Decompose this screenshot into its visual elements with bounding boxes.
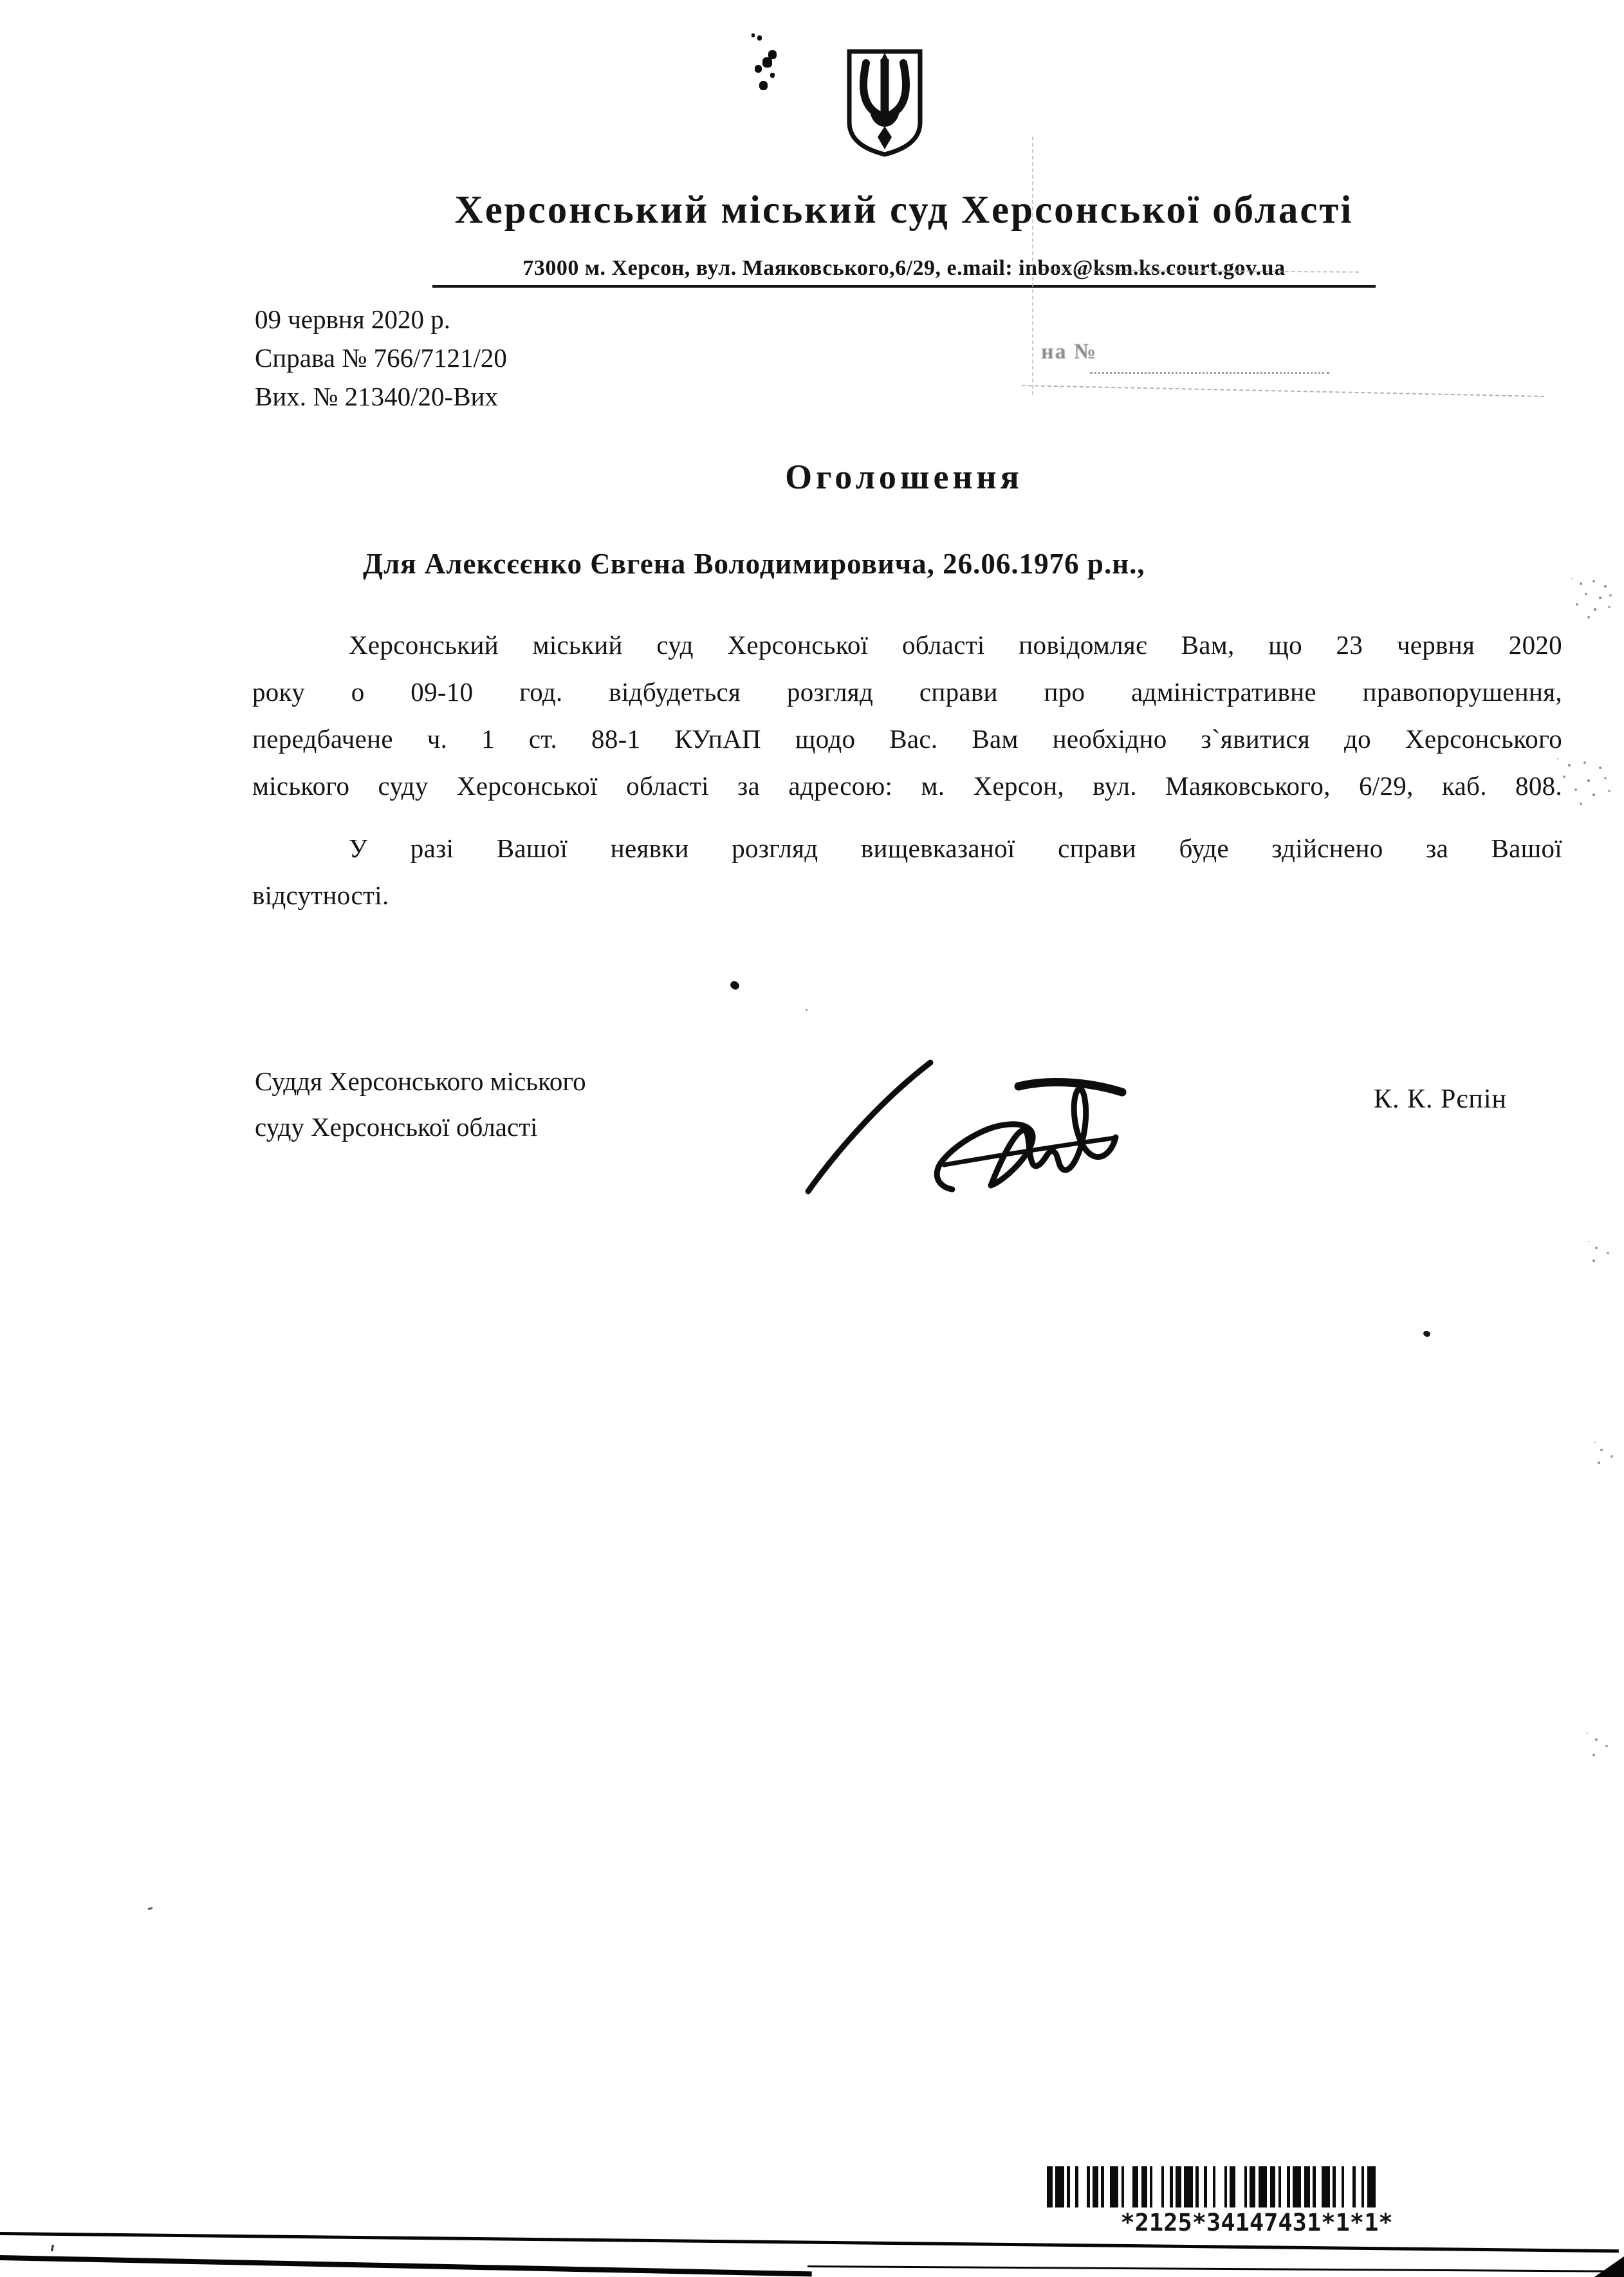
- body-line: У разі Вашої неявки розгляд вищевказаної справи буде здійснено за Вашої: [349, 833, 1562, 863]
- scan-noise-artifact: [1594, 1442, 1596, 1443]
- ink-tick-artifact: [51, 2245, 54, 2251]
- ink-tick-artifact: [148, 1907, 153, 1910]
- barcode-bars: [1047, 2166, 1466, 2207]
- body-line: міського суду Херсонської області за адресою: м. Херсон, вул. Маяковського, 6/29, каб. 808.: [252, 771, 1562, 801]
- body-line: передбачене ч. 1 ст. 88-1 КУпАП щодо Вас. Вам необхідно з`явитися до Херсонського: [252, 724, 1562, 754]
- body-paragraph-1: [252, 622, 1562, 810]
- addressee-line: Для Алексєєнко Євгена Володимировича, 26.06.1976 р.н.,: [363, 548, 1145, 580]
- scan-edge-line: [0, 2255, 812, 2276]
- ink-dot-artifact: [1423, 1330, 1431, 1337]
- judge-title: [255, 1059, 586, 1150]
- code39-barcode-icon: [1047, 2166, 1466, 2207]
- stamp-fill-in-line: [1090, 372, 1329, 374]
- scan-noise-artifact: [1557, 758, 1558, 759]
- ink-smudge-artifact: [752, 33, 755, 37]
- court-address: 73000 м. Херсон, вул. Маяковського,6/29, e.mail: inbox@ksm.ks.court.gov.ua: [432, 256, 1376, 288]
- stamp-bottom-border: [1022, 385, 1544, 397]
- stamp-left-border: [1032, 136, 1033, 395]
- handwritten-signature-icon: [790, 990, 1152, 1204]
- judge-title-line: Суддя Херсонського міського: [255, 1066, 586, 1096]
- body-paragraph-2: [252, 825, 1562, 919]
- ukraine-trident-emblem-icon: [844, 48, 925, 158]
- body-line: Херсонський міський суд Херсонської області повідомляє Вам, що 23 червня 2020: [349, 630, 1562, 660]
- scan-noise-artifact: [1571, 578, 1573, 579]
- scan-noise-artifact: [1587, 1733, 1588, 1734]
- ink-dot-artifact: [729, 980, 741, 991]
- judge-name: К. К. Рєпін: [1374, 1084, 1508, 1114]
- scan-edge-line: [807, 2265, 1605, 2272]
- body-line: року о 09-10 год. відбудеться розгляд справи про адміністративне правопорушення,: [252, 677, 1562, 707]
- outgoing-number: Вих. № 21340/20-Вих: [255, 382, 498, 411]
- meta-block: [255, 300, 507, 416]
- barcode-text: *2125*34147431*1*1*: [1120, 2209, 1393, 2236]
- stamp-label: на №: [1041, 340, 1098, 364]
- announcement-heading: Оголошення: [785, 458, 1023, 496]
- court-name: Херсонський міський суд Херсонської області: [454, 189, 1354, 232]
- body-line: відсутності.: [252, 880, 389, 910]
- scan-corner-artifact: [1594, 2256, 1624, 2277]
- document-date: 09 червня 2020 р.: [255, 304, 450, 334]
- judge-title-line: суду Херсонської області: [255, 1112, 538, 1142]
- case-number: Справа № 766/7121/20: [255, 343, 507, 373]
- scan-noise-artifact: [1588, 1241, 1589, 1242]
